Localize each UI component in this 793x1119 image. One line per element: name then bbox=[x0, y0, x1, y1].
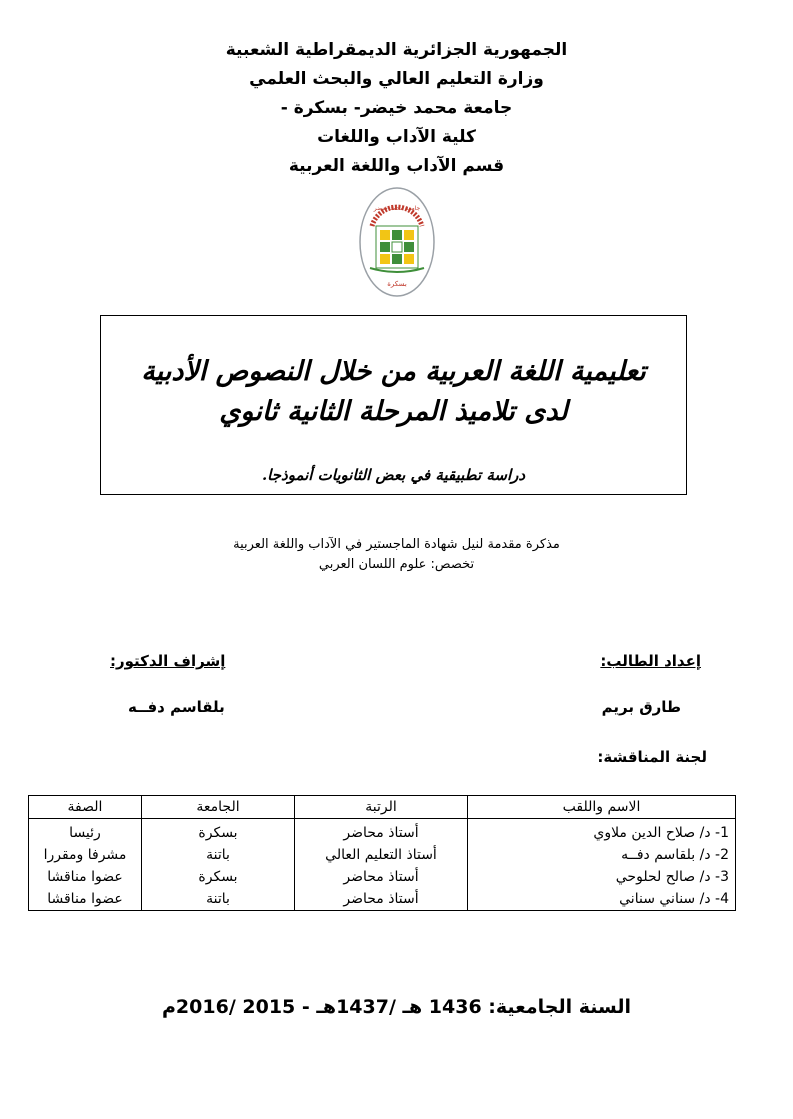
committee-table bbox=[28, 795, 736, 911]
table-row bbox=[29, 819, 736, 845]
header-university: جامعة محمد خيضر- بسكرة - bbox=[280, 98, 513, 118]
member-rank: أستاذ محاضر bbox=[295, 866, 468, 888]
col-header-rank: الرتبة bbox=[295, 796, 468, 819]
committee-label: لجنة المناقشة: bbox=[597, 748, 707, 766]
member-role: رئيسا bbox=[29, 819, 142, 845]
institution-header bbox=[0, 36, 793, 181]
member-university: باتنة bbox=[142, 888, 295, 911]
member-role: مشرفا ومقررا bbox=[29, 844, 142, 866]
member-name: 1- د/ صلاح الدين ملاوي bbox=[468, 819, 736, 845]
logo-top-text: جامعة محمد خيضر bbox=[373, 205, 421, 212]
table-row bbox=[29, 866, 736, 888]
member-name: 3- د/ صالح لحلوحي bbox=[468, 866, 736, 888]
thesis-title-line-2: لدى تلاميذ المرحلة الثانية ثانوي bbox=[219, 396, 568, 427]
thesis-title-line-1: تعليمية اللغة العربية من خلال النصوص الأدبية bbox=[141, 356, 646, 387]
col-header-university: الجامعة bbox=[142, 796, 295, 819]
thesis-subtitle: دراسة تطبيقية في بعض الثانويات أنموذجا. bbox=[261, 466, 526, 484]
memo-statement bbox=[0, 535, 793, 575]
member-rank: أستاذ محاضر bbox=[295, 888, 468, 911]
member-name: 2- د/ بلقاسم دفــه bbox=[468, 844, 736, 866]
memo-degree: مذكرة مقدمة لنيل شهادة الماجستير في الآداب واللغة العربية bbox=[233, 537, 560, 552]
header-republic: الجمهورية الجزائرية الديمقراطية الشعبية bbox=[225, 40, 568, 60]
student-name: طارق بريم bbox=[601, 698, 681, 716]
supervisor-label: إشراف الدكتور: bbox=[110, 652, 226, 670]
header-department: قسم الآداب واللغة العربية bbox=[288, 156, 505, 176]
col-header-name: الاسم واللقب bbox=[468, 796, 736, 819]
member-university: بسكرة bbox=[142, 866, 295, 888]
member-role: عضوا مناقشا bbox=[29, 888, 142, 911]
member-university: بسكرة bbox=[142, 819, 295, 845]
member-rank: أستاذ محاضر bbox=[295, 819, 468, 845]
col-header-role: الصفة bbox=[29, 796, 142, 819]
header-ministry: وزارة التعليم العالي والبحث العلمي bbox=[249, 69, 544, 89]
member-name: 4- د/ سناني سناني bbox=[468, 888, 736, 911]
thesis-title-box bbox=[100, 315, 687, 495]
table-row bbox=[29, 844, 736, 866]
supervisor-name: بلقاسم دفــه bbox=[128, 698, 225, 716]
header-faculty: كلية الآداب واللغات bbox=[317, 127, 476, 147]
university-logo bbox=[358, 186, 436, 298]
logo-bottom-text: بسكرة bbox=[387, 280, 407, 288]
member-university: باتنة bbox=[142, 844, 295, 866]
member-role: عضوا مناقشا bbox=[29, 866, 142, 888]
table-row bbox=[29, 888, 736, 911]
student-label: إعداد الطالب: bbox=[600, 652, 701, 670]
committee-header-row bbox=[29, 796, 736, 819]
memo-specialty: تخصص: علوم اللسان العربي bbox=[318, 557, 475, 572]
member-rank: أستاذ التعليم العالي bbox=[295, 844, 468, 866]
academic-year: السنة الجامعية: 1436 هـ /1437هـ - 2015 /2016م bbox=[161, 996, 632, 1018]
